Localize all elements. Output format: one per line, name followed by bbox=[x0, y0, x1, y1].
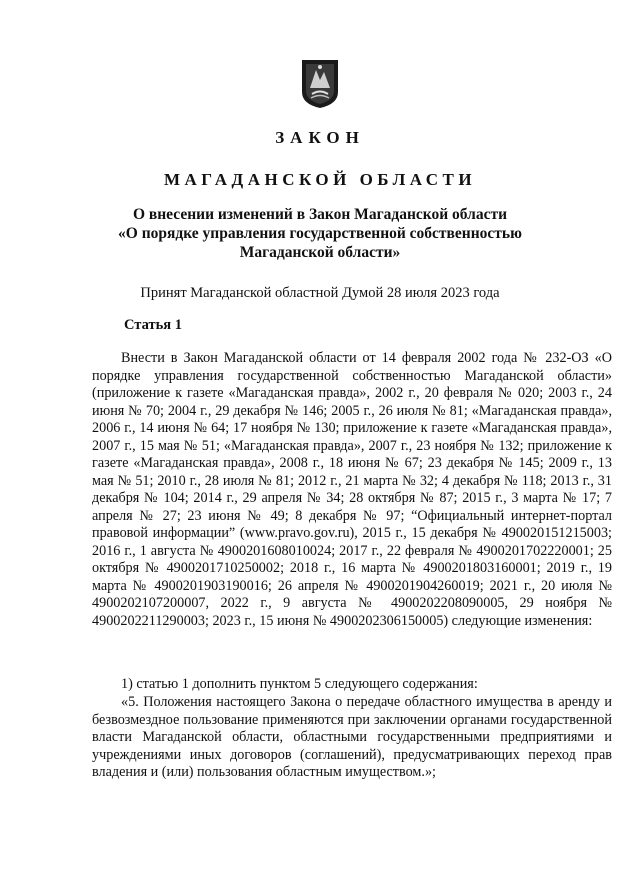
law-title-line: «О порядке управления государственной собственностью bbox=[118, 225, 522, 242]
region-heading: МАГАДАНСКОЙ ОБЛАСТИ bbox=[163, 170, 477, 189]
item-1-quote-text: «5. Положения настоящего Закона о передаче областного имущества в аренду и безвозмездное пользование применяются при заключении органами государственной власти Магаданской области, областными государственными предприятиями и учреждениями иных договоров (соглашений), предусматривающих переход прав владения и (или) пользования областным имуществом.»; bbox=[92, 694, 612, 780]
item-1-text: 1) статью 1 дополнить пунктом 5 следующего содержания: bbox=[121, 676, 478, 692]
law-title-line: Магаданской области» bbox=[239, 244, 401, 261]
coat-of-arms-icon bbox=[300, 58, 340, 110]
adoption-line: Принят Магаданской областной Думой 28 июля 2023 года bbox=[140, 285, 500, 301]
main-paragraph-text: Внести в Закон Магаданской области от 14 февраля 2002 года № 232-ОЗ «О порядке управления государственной собственностью Магаданской области» (приложение к газете «Магаданская правда», 2002 г., 20 февраля № 020; 2003 г., 24 июня № 70; 2004 г., 29 декабря № 146; 2005 г., 26 июля № 81; «Магаданская правда», 2006 г., 14 июня № 64; 17 ноября № 130; приложение к газете «Магаданская правда», 2007 г., 15 мая № 51; «Магаданская правда», 2007 г., 23 ноября № 132; приложение к газете «Магаданская правда», 2008 г., 18 июня № 67; 23 декабря № 145; 2009 г., 13 мая № 51; 2010 г., 28 июля № 81; 2012 г., 21 марта № 32; 4 декабря № 118; 2013 г., 31 декабря № 104; 2014 г., 29 апреля № 34; 28 октября № 87; 2015 г., 3 марта № 17; 7 апреля № 27; 23 июня № 49; 8 декабря № 97; “Официальный интернет-портал правовой информации” (www.pravo.gov.ru), 2015 г., 15 декабря № 490020151215003; 2016 г., 1 августа № 4900201608010024; 2017 г., 22 февраля № 4900201702220001; 25 октября № 4900201710250002; 2018 г., 16 марта № 4900201803160001; 2019 г., 19 марта № 4900201903190016; 26 апреля № 4900201904260019; 2021 г., 20 июля № 4900202107200007, 2022 г., 9 августа № 4900202208090005, 29 ноября № 4900202211290003; 2023 г., 15 июня № 4900202306150005) следующие изменения: bbox=[92, 350, 612, 629]
main-paragraph bbox=[92, 350, 612, 630]
item-1 bbox=[92, 676, 612, 694]
article-heading: Статья 1 bbox=[124, 317, 182, 333]
item-1-quote bbox=[92, 694, 612, 782]
law-title bbox=[60, 205, 580, 262]
law-title-line: О внесении изменений в Закон Магаданской области bbox=[132, 206, 508, 223]
law-heading: ЗАКОН bbox=[275, 128, 365, 147]
